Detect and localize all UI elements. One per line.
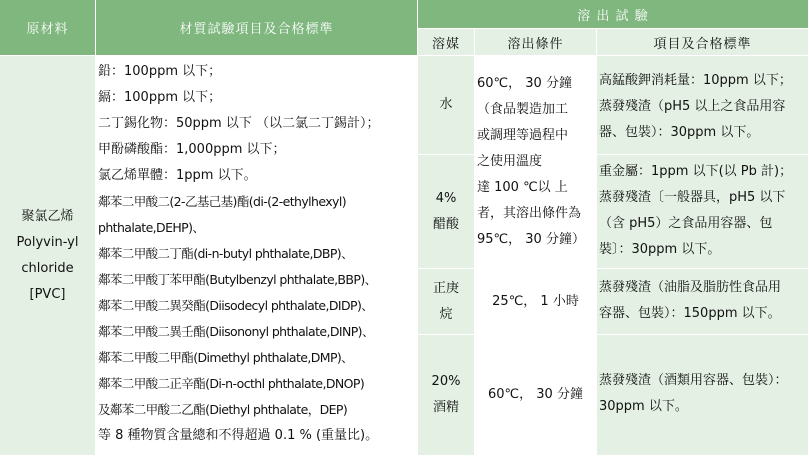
header-items-and-standards: 項目及合格標準 (597, 29, 809, 56)
solvent-label: 正庚 (432, 280, 459, 296)
solvent-alcohol (418, 335, 475, 456)
condition-line: 95℃， 30 分鐘） (477, 232, 585, 247)
header-dissolution-conditions: 溶出條件 (475, 29, 597, 56)
test-line: 鄰苯二甲酸二正辛酯(Di-n-octhl phthalate,DNOP) (98, 376, 365, 391)
material-abbrev: [PVC] (29, 286, 66, 302)
test-line: 鄰苯二甲酸丁苯甲酯(Butylbenzyl phthalate,BBP)、 (98, 272, 377, 287)
test-line: 鄰苯二甲酸二異壬酯(Diisononyl phthalate,DINP)、 (98, 324, 374, 339)
solvent-label: 4% (435, 190, 457, 206)
test-line: 鄰苯二甲酸二(2-乙基己基)酯(di-(2-ethylhexyl) (98, 194, 346, 209)
header-items-standards: 材質試驗項目及合格標準 (96, 0, 418, 56)
test-line: 鄰苯二甲酸二甲酯(Dimethyl phthalate,DMP)、 (98, 350, 354, 365)
material-name-en-1: Polyvin-yl (16, 234, 79, 250)
test-line: phthalate,DEHP)、 (98, 220, 205, 235)
requirement-line: 蒸發殘渣〔一般器具，pH5 以下 (599, 190, 786, 205)
requirement-line: 蒸發殘渣（酒類用容器、包裝）： (599, 373, 788, 388)
test-line: 等 8 種物質含量總和不得超過 0.1 % (重量比)。 (98, 428, 379, 443)
requirements-heptane (597, 269, 809, 335)
header-solvent: 溶媒 (418, 29, 475, 56)
requirements-water (597, 56, 809, 155)
solvent-label: 20% (431, 374, 461, 389)
test-line: 鉛：100ppm 以下； (98, 64, 222, 79)
solvent-acetic-acid (418, 155, 475, 269)
requirement-line: 裝〕：30ppm 以下。 (599, 242, 721, 257)
requirement-line: 蒸發殘渣（pH5 以上之食品用容 (599, 99, 786, 114)
header-material: 原材料 (0, 0, 96, 56)
solvent-label: 醋酸 (432, 216, 459, 232)
test-line: 及鄰苯二甲酸二乙酯(Diethyl phthalate，DEP) (98, 402, 348, 417)
test-line: 鄰苯二甲酸二異癸酯(Diisodecyl phthalate,DIDP)、 (98, 298, 374, 313)
requirement-line: 器、包裝）：30ppm 以下。 (599, 125, 760, 140)
requirements-acetic (597, 155, 809, 269)
condition-line: 60℃， 30 分鐘 (477, 76, 572, 91)
requirements-alcohol (597, 335, 809, 456)
condition-line: 25℃， 1 小時 (492, 293, 579, 309)
condition-line: 達 100 ℃以 上 (477, 180, 568, 195)
requirement-line: 高錳酸鉀消耗量：10ppm 以下； (599, 73, 792, 88)
test-line: 二丁錫化物：50ppm 以下 （以二氯二丁錫計）； (98, 116, 380, 131)
test-line: 甲酚磷酸酯：1,000ppm 以下； (98, 142, 286, 157)
test-line: 氯乙烯單體：1ppm 以下。 (98, 168, 257, 183)
material-tests-cell (96, 56, 418, 456)
requirement-line: 30ppm 以下。 (599, 399, 688, 414)
solvent-label: 水 (439, 97, 453, 112)
requirement-line: （含 pH5）之食品用容器、包 (599, 216, 773, 231)
condition-line: 者，其溶出條件為 (477, 206, 582, 221)
material-cell (0, 56, 96, 456)
solvent-heptane (418, 269, 475, 335)
header-dissolution-test: 溶 出 試 驗 (418, 0, 809, 29)
condition-line: 之使用溫度 (477, 154, 543, 169)
test-line: 鄰苯二甲酸二丁酯(di-n-butyl phthalate,DBP)、 (98, 246, 353, 261)
condition-line: 60℃， 30 分鐘 (488, 387, 583, 402)
requirement-line: 容器、包裝）：150ppm 以下。 (599, 306, 781, 321)
solvent-label: 烷 (439, 306, 453, 322)
conditions-heptane (475, 269, 597, 335)
solvent-water (418, 56, 475, 155)
test-line: 鎘：100ppm 以下； (98, 90, 222, 105)
material-name-zh: 聚氯乙烯 (21, 208, 74, 224)
conditions-alcohol (475, 335, 597, 456)
requirement-line: 重金屬：1ppm 以下(以 Pb 計)； (599, 164, 793, 179)
condition-line: （食品製造加工 (477, 102, 569, 117)
condition-line: 或調理等過程中 (477, 128, 569, 143)
requirement-line: 蒸發殘渣（油脂及脂肪性食品用 (599, 280, 782, 295)
solvent-label: 酒精 (432, 400, 459, 415)
conditions-water-acetic (475, 56, 597, 269)
material-name-en-2: chloride (21, 260, 74, 276)
